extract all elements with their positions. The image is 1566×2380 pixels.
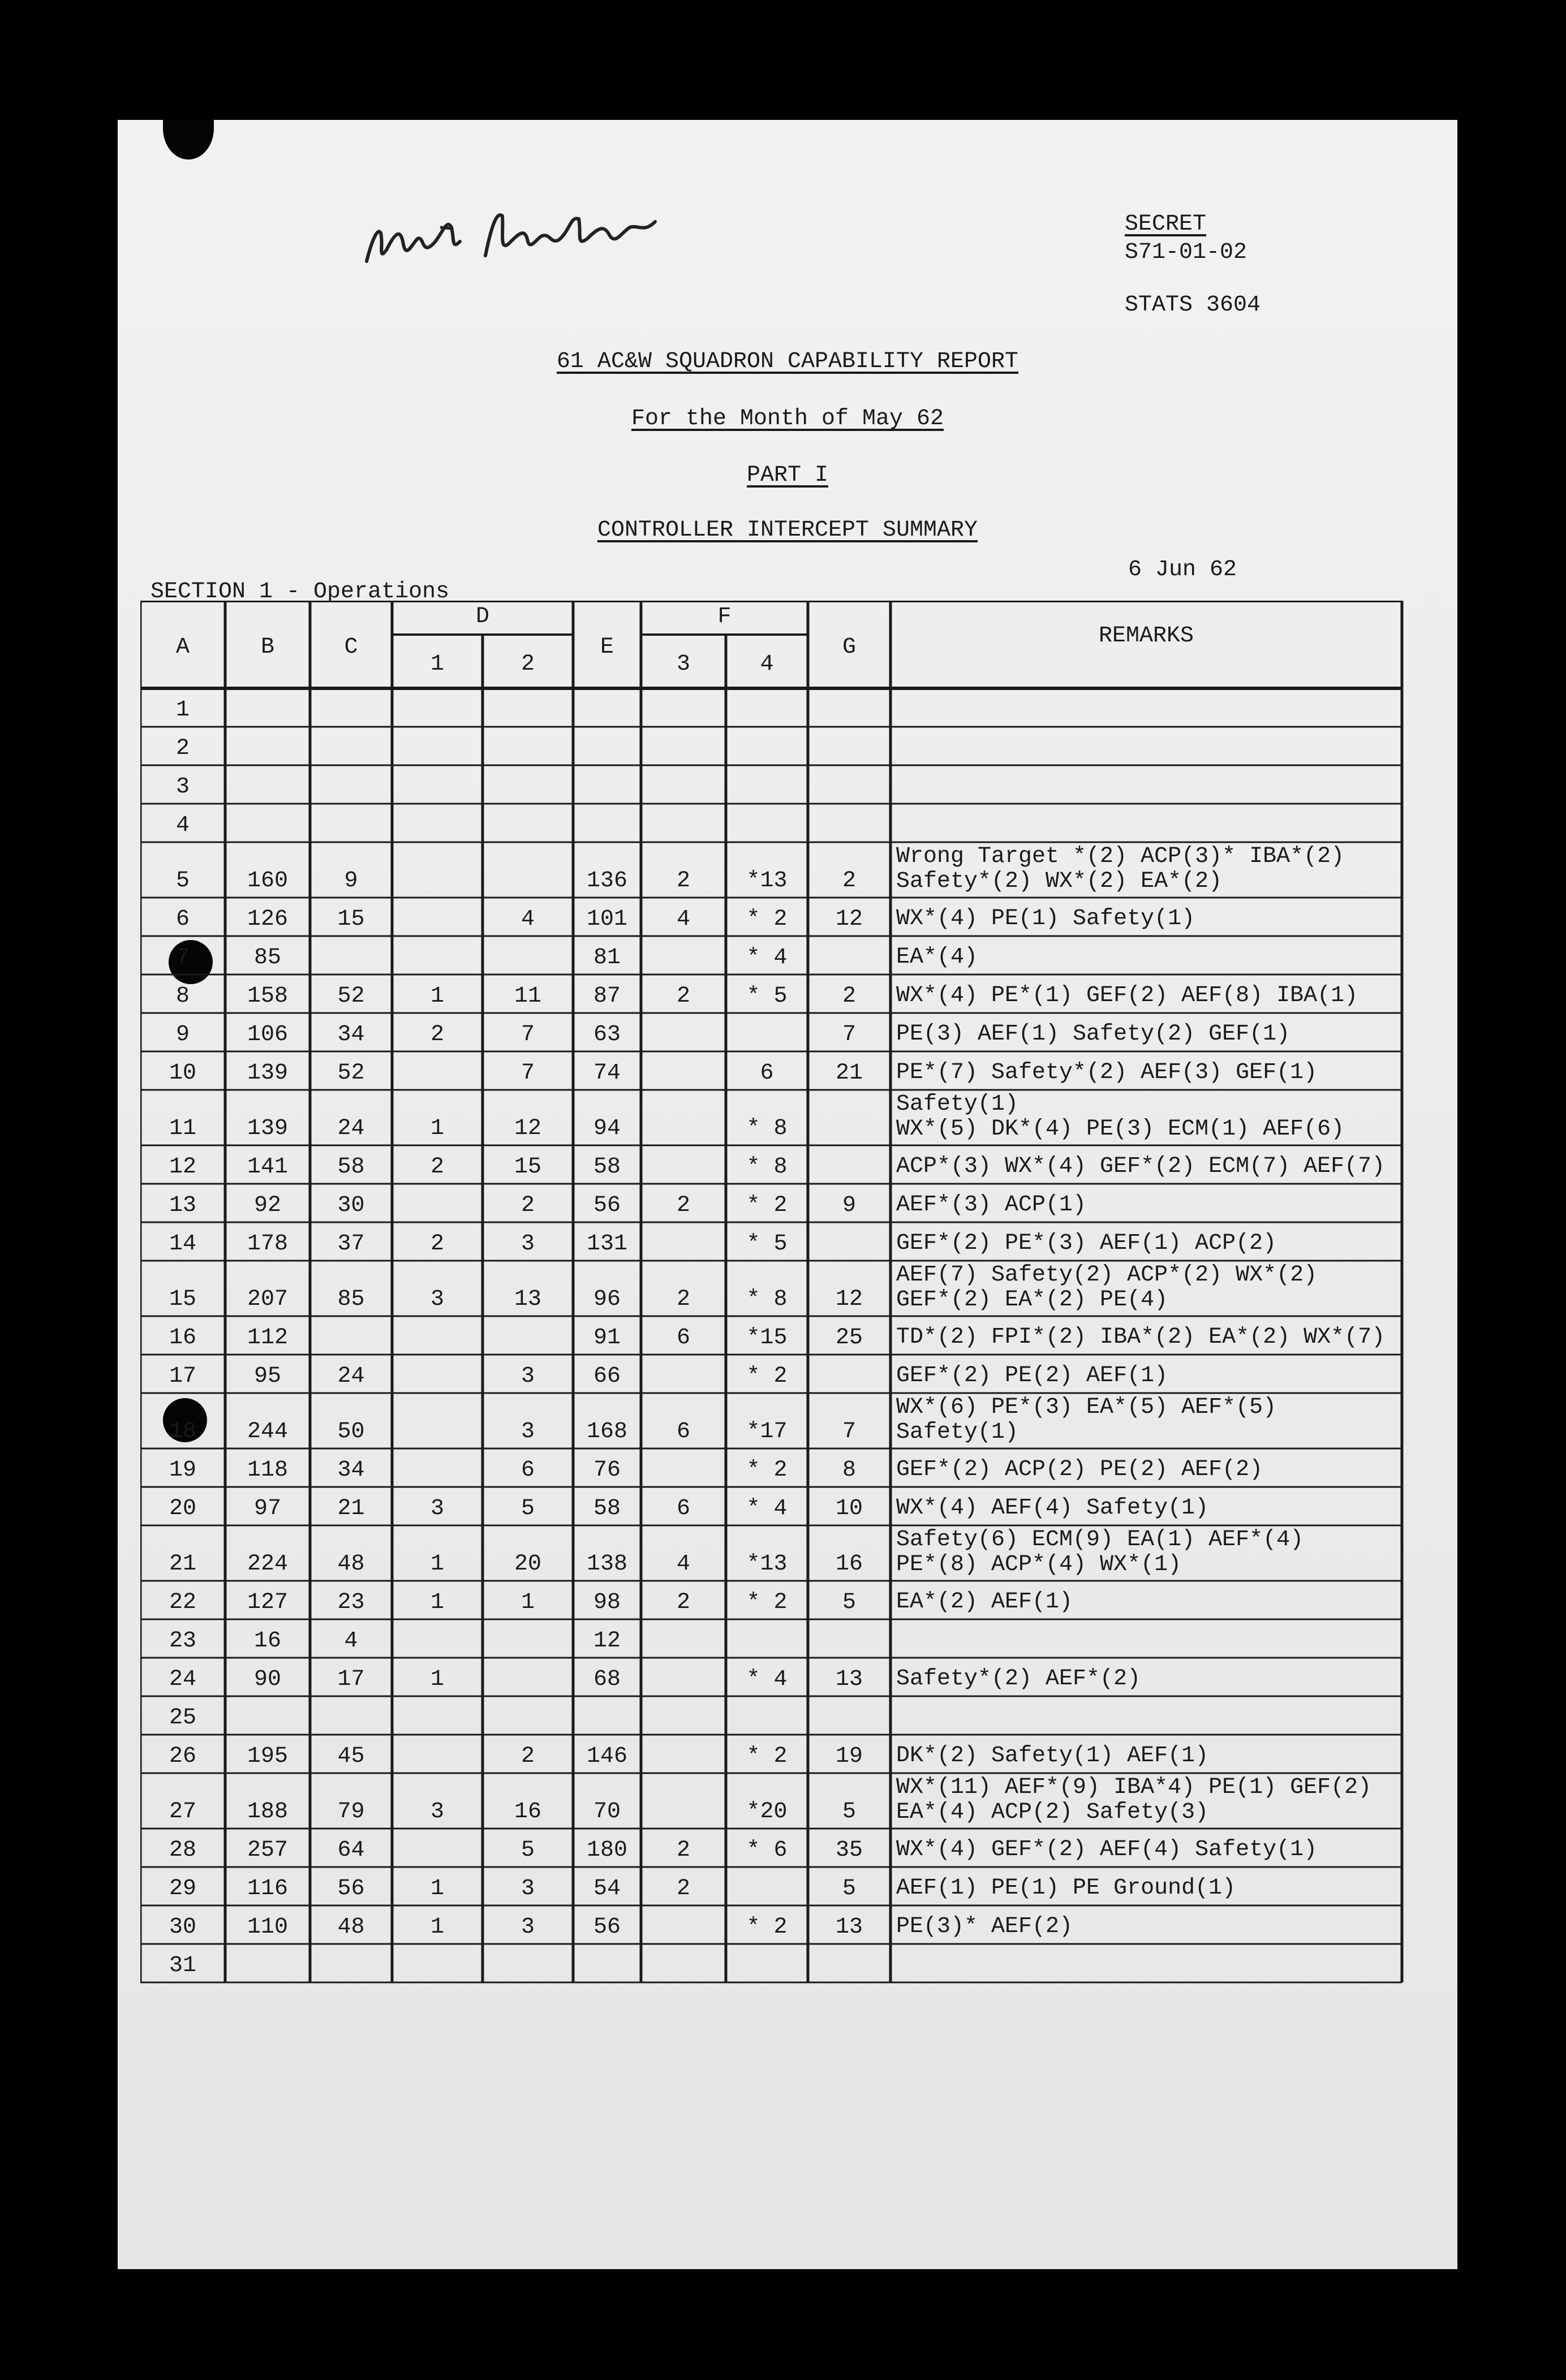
cell-c: 37	[337, 1231, 365, 1257]
cell-f3: 6	[676, 1496, 690, 1521]
torn-corner	[163, 120, 214, 159]
cell-d1: 3	[430, 1287, 444, 1312]
cell-d2: 5	[520, 1496, 535, 1521]
cell-e: 54	[593, 1876, 621, 1902]
cell-e: 81	[593, 945, 621, 971]
svg-text:Unit History: Unit History	[355, 278, 360, 279]
cell-b: 160	[247, 868, 288, 894]
cell-f4: *17	[746, 1419, 788, 1445]
cell-c: 34	[337, 1458, 365, 1483]
cell-d2: 4	[520, 907, 535, 932]
header-b: B	[260, 635, 274, 660]
cell-g: 10	[835, 1496, 863, 1521]
cell-g: 13	[835, 1667, 863, 1692]
header-d2: 2	[520, 652, 535, 677]
cell-b: 139	[247, 1116, 288, 1141]
remarks-line-1: Safety*(2) AEF*(2)	[896, 1666, 1141, 1692]
cell-a: 24	[169, 1667, 196, 1692]
cell-b: 106	[247, 1022, 288, 1047]
cell-c: 21	[337, 1496, 365, 1521]
cell-d2: 3	[520, 1876, 535, 1902]
cell-e: 63	[593, 1022, 621, 1047]
remarks-line-1: Safety(1)	[896, 1092, 1019, 1117]
remarks-line-1: GEF*(2) PE*(3) AEF(1) ACP(2)	[896, 1231, 1277, 1256]
report-title: 61 AC&W SQUADRON CAPABILITY REPORT	[556, 349, 1019, 374]
header-d1: 1	[430, 652, 444, 677]
cell-d2: 1	[520, 1590, 535, 1615]
cell-d1: 3	[430, 1799, 444, 1825]
cell-f3: 2	[676, 1876, 690, 1902]
cell-a: 25	[169, 1705, 196, 1731]
header-f4: 4	[760, 652, 774, 677]
cell-b: 158	[247, 984, 288, 1009]
cell-a: 2	[175, 736, 190, 761]
cell-c: 52	[337, 1060, 365, 1086]
cell-c: 17	[337, 1667, 365, 1692]
cell-b: 92	[253, 1193, 281, 1218]
cell-a: 6	[175, 907, 190, 932]
cell-f3: 2	[676, 1590, 690, 1615]
cell-e: 138	[586, 1551, 627, 1577]
remarks-line-1: ACP*(3) WX*(4) GEF*(2) ECM(7) AEF(7)	[896, 1154, 1386, 1179]
cell-d2: 12	[514, 1116, 541, 1141]
cell-f4: 6	[760, 1060, 774, 1086]
cell-c: 45	[337, 1744, 365, 1769]
cell-b: 244	[247, 1419, 288, 1445]
cell-e: 96	[593, 1287, 621, 1312]
cell-a: 13	[169, 1193, 196, 1218]
cell-a: 20	[169, 1496, 196, 1521]
remarks-line-1: WX*(11) AEF*(9) IBA*4) PE(1) GEF(2)	[896, 1775, 1372, 1800]
cell-b: 257	[247, 1838, 288, 1863]
classification-label: SECRET	[1125, 212, 1207, 237]
cell-c: 15	[337, 907, 365, 932]
cell-c: 79	[337, 1799, 365, 1825]
remarks-line-1: DK*(2) Safety(1) AEF(1)	[896, 1743, 1209, 1769]
cell-f4: * 5	[746, 1231, 788, 1257]
cell-d2: 6	[520, 1458, 535, 1483]
cell-d2: 3	[520, 1419, 535, 1445]
cell-c: 23	[337, 1590, 365, 1615]
cell-b: 224	[247, 1551, 288, 1577]
cell-a: 26	[169, 1744, 196, 1769]
cell-a: 21	[169, 1551, 196, 1577]
cell-b: 139	[247, 1060, 288, 1086]
cell-f3: 2	[676, 984, 690, 1009]
cell-f3: 2	[676, 1287, 690, 1312]
cell-f4: * 2	[746, 1744, 788, 1769]
cell-b: 85	[253, 945, 281, 971]
remarks-line-1: EA*(4)	[896, 945, 978, 970]
remarks-line-1: TD*(2) FPI*(2) IBA*(2) EA*(2) WX*(7)	[896, 1325, 1386, 1350]
cell-f4: * 2	[746, 1590, 788, 1615]
remarks-line-1: WX*(4) AEF(4) Safety(1)	[896, 1495, 1209, 1521]
cell-f4: * 8	[746, 1116, 788, 1141]
remarks-line-1: WX*(6) PE*(3) EA*(5) AEF*(5)	[896, 1395, 1277, 1420]
cell-d2: 7	[520, 1022, 535, 1047]
cell-a: 10	[169, 1060, 196, 1086]
cell-d1: 2	[430, 1022, 444, 1047]
cell-f4: * 2	[746, 1458, 788, 1483]
cell-e: 70	[593, 1799, 621, 1825]
cell-e: 58	[593, 1154, 621, 1180]
remarks-line-1: WX*(4) GEF*(2) AEF(4) Safety(1)	[896, 1837, 1318, 1862]
remarks-line-1: GEF*(2) PE(2) AEF(1)	[896, 1363, 1168, 1389]
cell-f3: 4	[676, 907, 690, 932]
cell-a: 16	[169, 1325, 196, 1351]
cell-b: 116	[247, 1876, 288, 1902]
cell-g: 12	[835, 1287, 863, 1312]
handwritten-signature	[355, 193, 672, 284]
cell-e: 12	[593, 1628, 621, 1654]
cell-f4: *13	[746, 868, 788, 894]
cell-f4: *15	[746, 1325, 788, 1351]
cell-e: 98	[593, 1590, 621, 1615]
cell-e: 146	[586, 1744, 627, 1769]
cell-g: 21	[835, 1060, 863, 1086]
cell-a: 4	[175, 813, 190, 838]
cell-d2: 13	[514, 1287, 541, 1312]
cell-a: 9	[175, 1022, 190, 1047]
remarks-line-1: WX*(4) PE(1) Safety(1)	[896, 906, 1195, 932]
cell-b: 178	[247, 1231, 288, 1257]
cell-d1: 2	[430, 1231, 444, 1257]
cell-c: 24	[337, 1364, 365, 1389]
cell-e: 56	[593, 1193, 621, 1218]
remarks-line-1: AEF*(3) ACP(1)	[896, 1192, 1087, 1218]
cell-g: 2	[842, 984, 856, 1009]
cell-f3: 2	[676, 1193, 690, 1218]
cell-e: 58	[593, 1496, 621, 1521]
cell-b: 112	[247, 1325, 288, 1351]
cell-d2: 3	[520, 1231, 535, 1257]
remarks-line-1: AEF(7) Safety(2) ACP*(2) WX*(2)	[896, 1262, 1318, 1288]
cell-c: 48	[337, 1551, 365, 1577]
cell-f3: 6	[676, 1419, 690, 1445]
remarks-line-2: WX*(5) DK*(4) PE(3) ECM(1) AEF(6)	[896, 1116, 1345, 1142]
cell-e: 94	[593, 1116, 621, 1141]
cell-b: 126	[247, 907, 288, 932]
cell-f4: * 8	[746, 1287, 788, 1312]
cell-a: 28	[169, 1838, 196, 1863]
cell-c: 64	[337, 1838, 365, 1863]
report-date: 6 Jun 62	[1128, 557, 1237, 583]
cell-a: 19	[169, 1458, 196, 1483]
cell-d1: 1	[430, 1116, 444, 1141]
cell-a: 17	[169, 1364, 196, 1389]
cell-e: 131	[586, 1231, 627, 1257]
report-month: For the Month of May 62	[631, 406, 944, 432]
cell-b: 110	[247, 1915, 288, 1940]
cell-c: 52	[337, 984, 365, 1009]
cell-e: 101	[586, 907, 627, 932]
cell-d2: 11	[514, 984, 541, 1009]
cell-g: 7	[842, 1419, 856, 1445]
cell-b: 95	[253, 1364, 281, 1389]
remarks-line-2: Safety(1)	[896, 1420, 1019, 1445]
cell-d2: 7	[520, 1060, 535, 1086]
cell-g: 35	[835, 1838, 863, 1863]
cell-g: 7	[842, 1022, 856, 1047]
cell-d2: 15	[514, 1154, 541, 1180]
cell-f4: * 2	[746, 1193, 788, 1218]
cell-f4: * 4	[746, 1667, 788, 1692]
cell-a: 1	[175, 697, 190, 723]
cell-g: 19	[835, 1744, 863, 1769]
capability-table	[140, 601, 1408, 1991]
cell-e: 180	[586, 1838, 627, 1863]
cell-a: 29	[169, 1876, 196, 1902]
cell-g: 5	[842, 1876, 856, 1902]
cell-e: 76	[593, 1458, 621, 1483]
remarks-line-2: GEF*(2) EA*(2) PE(4)	[896, 1287, 1168, 1313]
remarks-line-1: PE(3)* AEF(2)	[896, 1914, 1073, 1939]
cell-f4: * 6	[746, 1838, 788, 1863]
cell-g: 13	[835, 1915, 863, 1940]
cell-a: 23	[169, 1628, 196, 1654]
cell-a: 8	[175, 984, 190, 1009]
cell-f4: * 4	[746, 1496, 788, 1521]
remarks-line-1: PE(3) AEF(1) Safety(2) GEF(1)	[896, 1021, 1290, 1047]
cell-d1: 2	[430, 1154, 444, 1180]
cell-b: 195	[247, 1744, 288, 1769]
cell-a: 31	[169, 1953, 196, 1978]
cell-c: 48	[337, 1915, 365, 1940]
document-number: S71-01-02	[1125, 240, 1247, 265]
cell-d1: 1	[430, 1915, 444, 1940]
cell-a: 18	[169, 1419, 196, 1445]
cell-g: 5	[842, 1799, 856, 1825]
cell-f3: 2	[676, 868, 690, 894]
header-c: C	[344, 635, 358, 660]
cell-c: 85	[337, 1287, 365, 1312]
cell-f4: *20	[746, 1799, 788, 1825]
cell-g: 25	[835, 1325, 863, 1351]
cell-e: 91	[593, 1325, 621, 1351]
cell-c: 24	[337, 1116, 365, 1141]
header-f3: 3	[676, 652, 690, 677]
cell-f4: * 2	[746, 1364, 788, 1389]
cell-g: 9	[842, 1193, 856, 1218]
remarks-line-1: Safety(6) ECM(9) EA(1) AEF*(4)	[896, 1527, 1304, 1553]
document-page	[118, 120, 1457, 2269]
header-remarks: REMARKS	[1098, 623, 1194, 649]
cell-d2: 5	[520, 1838, 535, 1863]
cell-a: 3	[175, 774, 190, 800]
header-f: F	[717, 604, 732, 630]
remarks-line-1: GEF*(2) ACP(2) PE(2) AEF(2)	[896, 1457, 1263, 1482]
cell-e: 68	[593, 1667, 621, 1692]
cell-e: 56	[593, 1915, 621, 1940]
remarks-line-1: EA*(2) AEF(1)	[896, 1589, 1073, 1615]
remarks-line-2: PE*(8) ACP*(4) WX*(1)	[896, 1552, 1182, 1577]
cell-d1: 1	[430, 984, 444, 1009]
cell-f4: * 8	[746, 1154, 788, 1180]
cell-d1: 3	[430, 1496, 444, 1521]
cell-b: 118	[247, 1458, 288, 1483]
cell-b: 97	[253, 1496, 281, 1521]
cell-a: 30	[169, 1915, 196, 1940]
cell-e: 168	[586, 1419, 627, 1445]
cell-f4: *13	[746, 1551, 788, 1577]
cell-d2: 16	[514, 1799, 541, 1825]
cell-b: 141	[247, 1154, 288, 1180]
header-d: D	[475, 604, 489, 630]
report-subtitle: CONTROLLER INTERCEPT SUMMARY	[597, 518, 978, 543]
cell-f4: * 4	[746, 945, 788, 971]
cell-c: 4	[344, 1628, 358, 1654]
cell-g: 16	[835, 1551, 863, 1577]
section-label: SECTION 1 - Operations	[150, 579, 450, 605]
cell-c: 50	[337, 1419, 365, 1445]
stats-number: STATS 3604	[1125, 292, 1261, 318]
cell-e: 66	[593, 1364, 621, 1389]
cell-c: 34	[337, 1022, 365, 1047]
cell-b: 90	[253, 1667, 281, 1692]
remarks-line-1: AEF(1) PE(1) PE Ground(1)	[896, 1875, 1236, 1901]
cell-g: 5	[842, 1590, 856, 1615]
header-a: A	[175, 635, 190, 660]
cell-g: 12	[835, 907, 863, 932]
header-e: E	[600, 635, 614, 660]
cell-a: 14	[169, 1231, 196, 1257]
cell-f4: * 2	[746, 907, 788, 932]
cell-g: 2	[842, 868, 856, 894]
cell-a: 22	[169, 1590, 196, 1615]
cell-b: 16	[253, 1628, 281, 1654]
cell-e: 136	[586, 868, 627, 894]
cell-d1: 1	[430, 1667, 444, 1692]
cell-a: 11	[169, 1116, 196, 1141]
cell-f3: 4	[676, 1551, 690, 1577]
cell-f4: * 2	[746, 1915, 788, 1940]
cell-g: 8	[842, 1458, 856, 1483]
cell-d2: 3	[520, 1364, 535, 1389]
cell-d1: 1	[430, 1551, 444, 1577]
cell-a: 5	[175, 868, 190, 894]
cell-d1: 1	[430, 1590, 444, 1615]
cell-f3: 2	[676, 1838, 690, 1863]
cell-b: 188	[247, 1799, 288, 1825]
cell-c: 30	[337, 1193, 365, 1218]
cell-a: 27	[169, 1799, 196, 1825]
cell-a: 12	[169, 1154, 196, 1180]
cell-b: 127	[247, 1590, 288, 1615]
report-part: PART I	[746, 463, 829, 488]
cell-f3: 6	[676, 1325, 690, 1351]
remarks-line-2: Safety*(2) WX*(2) EA*(2)	[896, 869, 1223, 894]
cell-c: 9	[344, 868, 358, 894]
cell-b: 207	[247, 1287, 288, 1312]
cell-a: 15	[169, 1287, 196, 1312]
cell-c: 58	[337, 1154, 365, 1180]
header-g: G	[842, 635, 856, 660]
cell-e: 74	[593, 1060, 621, 1086]
cell-d2: 3	[520, 1915, 535, 1940]
cell-d2: 2	[520, 1744, 535, 1769]
cell-e: 87	[593, 984, 621, 1009]
remarks-line-1: WX*(4) PE*(1) GEF(2) AEF(8) IBA(1)	[896, 983, 1358, 1008]
cell-c: 56	[337, 1876, 365, 1902]
cell-d2: 2	[520, 1193, 535, 1218]
cell-d2: 20	[514, 1551, 541, 1577]
remarks-line-2: EA*(4) ACP(2) Safety(3)	[896, 1800, 1209, 1825]
remarks-line-1: PE*(7) Safety*(2) AEF(3) GEF(1)	[896, 1060, 1318, 1085]
cell-a: 7	[175, 945, 190, 971]
cell-f4: * 5	[746, 984, 788, 1009]
cell-d1: 1	[430, 1876, 444, 1902]
remarks-line-1: Wrong Target *(2) ACP(3)* IBA*(2)	[896, 844, 1345, 869]
